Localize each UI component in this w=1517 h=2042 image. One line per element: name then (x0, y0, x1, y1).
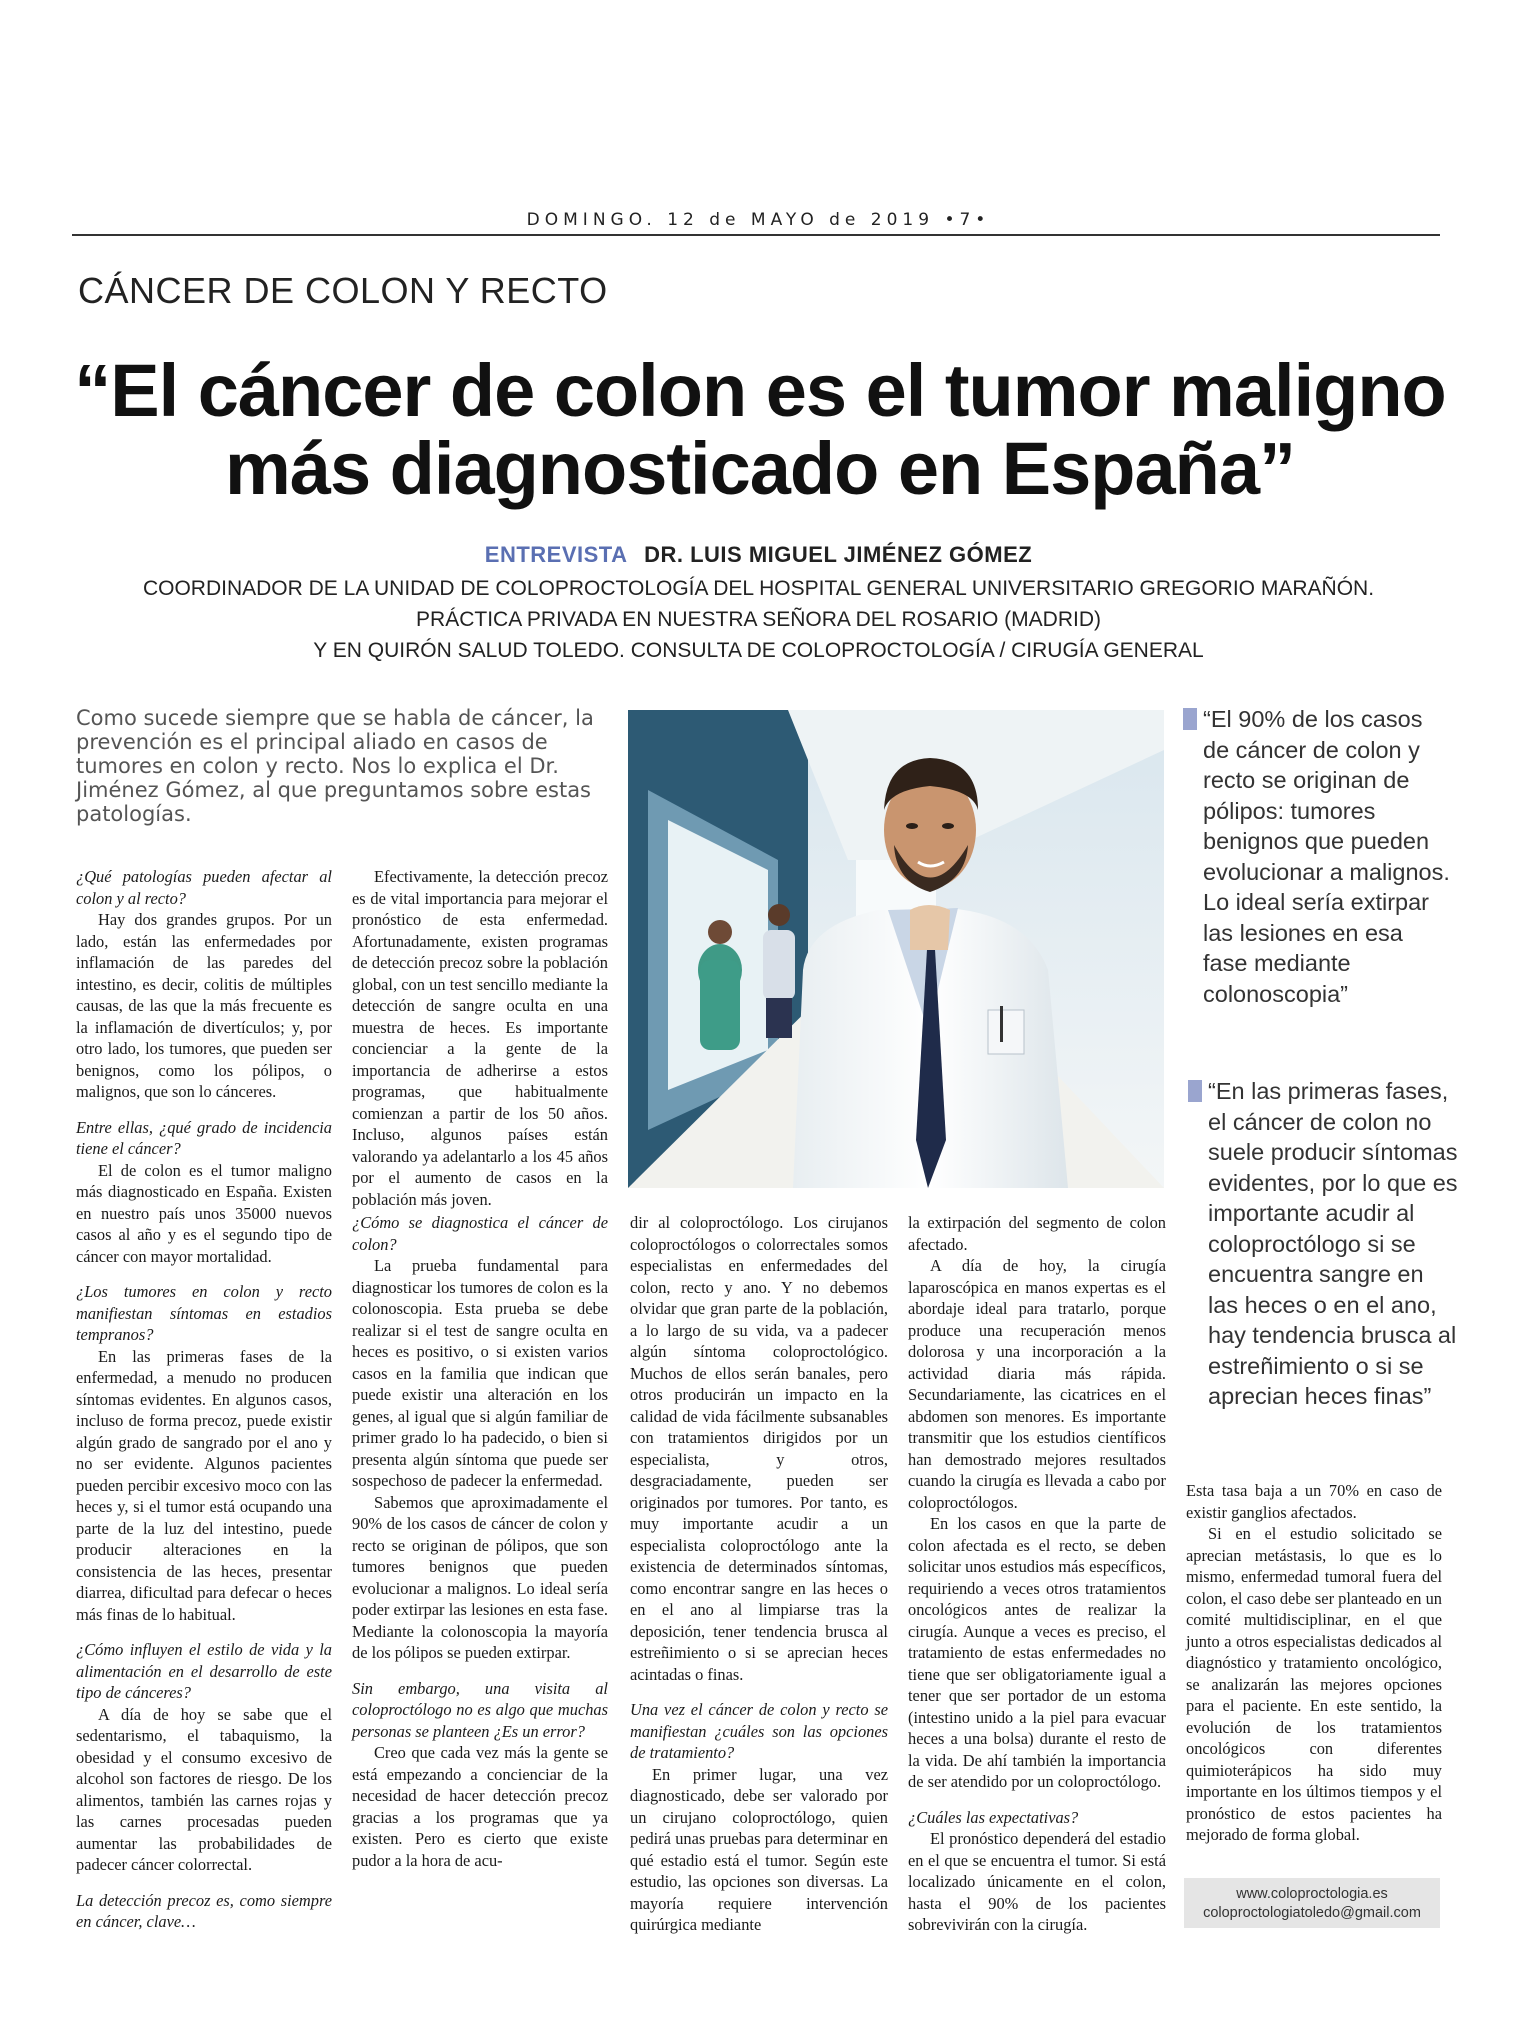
byline-kicker: ENTREVISTA (484, 542, 628, 567)
byline-credentials (0, 573, 1517, 666)
header-rule (72, 234, 1440, 236)
question: ¿Cómo se diagnostica el cáncer de colon? (352, 1213, 608, 1254)
intro-paragraph: Como sucede siempre que se habla de cáncer, la prevención es el principal aliado en casos de tumores en colon y recto. Nos lo explica el Dr. Jiménez Gómez, al que preguntamos sobre estas patologías. (76, 706, 594, 826)
article-column-1 (76, 866, 332, 1933)
question: ¿Qué patologías pueden afectar al colon y al recto? (76, 867, 332, 908)
question: ¿Cuáles las expectativas? (908, 1807, 1079, 1827)
quote-bar-icon (1188, 1080, 1202, 1102)
question: La detección precoz es, como siempre en cáncer, clave… (76, 1890, 332, 1931)
article-column-2-top (352, 866, 608, 1210)
answer: Hay dos grandes grupos. Por un lado, están las enfermedades por inflamación de las paredes del intestino, es decir, colitis de múltiples causas, de las que la más frecuente es la inflamación de divertículos; y, por otro lado, los tumores, que pueden ser benignos, como los pólipos, o malignos, que son lo cánceres. (76, 910, 332, 1101)
question: ¿Los tumores en colon y recto manifiestan síntomas en estadios tempranos? (76, 1282, 332, 1344)
doctor-portrait-photo (628, 710, 1164, 1188)
headline-line-1: “El cáncer de colon es el tumor maligno (74, 349, 1446, 432)
email-link[interactable]: coloproctologiatoledo@gmail.com (1203, 1905, 1421, 1921)
pull-quote-text: “El 90% de los casos de cáncer de colon y recto se originan de pólipos: tumores benignos que pueden evolucionar a malignos. Lo ideal sería extirpar las lesiones en esa fase mediante colonoscopia” (1203, 706, 1450, 1007)
credential-line: Y EN QUIRÓN SALUD TOLEDO. CONSULTA DE COLOPROCTOLOGÍA / CIRUGÍA GENERAL (313, 639, 1204, 662)
answer: Efectivamente, la detección precoz es de vital importancia para mejorar el pronóstico de esta enfermedad. Afortunadamente, existen programas de detección precoz sobre la población global, con un test sencillo mediante la detección de sangre oculta en una muestra de heces. Es importante concienciar a la gente de la importancia de adherirse a estos programas, que habitualmente comienzan a partir de los 50 años. Incluso, algunos países están valorando ya adelantarlo a los 45 años por el aumento de casos en la población más joven. (352, 867, 608, 1209)
question: ¿Cómo influyen el estilo de vida y la alimentación en el desarrollo de este tipo de cánceres? (76, 1640, 332, 1702)
credential-line: PRÁCTICA PRIVADA EN NUESTRA SEÑORA DEL ROSARIO (MADRID) (416, 608, 1101, 631)
answer: A día de hoy, la cirugía laparoscópica en manos expertas es el abordaje ideal para tratarlo, porque produce una recuperación menos dolorosa y una incorporación a la actividad diaria más rápida. Secundariamente, las cicatrices en el abdomen son menores. Es importante transmitir que los estudios científicos han demostrado mejores resultados cuando la cirugía es llevada a cabo por coloproctólogos. (908, 1256, 1166, 1512)
answer: El de colon es el tumor maligno más diagnosticado en España. Existen en nuestro país unos 35000 nuevos casos al año y es el segundo tipo de cáncer con mayor mortalidad. (76, 1160, 332, 1266)
answer: En las primeras fases de la enfermedad, a menudo no producen síntomas evidentes. En algunos casos, incluso de forma precoz, puede existir algún grado de sangrado por el ano y no ser evidente. Algunos pacientes pueden percibir excesivo moco con las heces y, si el tumor está ocupando una parte de la luz del intestino, puede producir alteraciones en la consistencia de las heces, presentar diarrea, dificultad para defecar o heces más finas de lo habitual. (76, 1346, 332, 1624)
question: Entre ellas, ¿qué grado de incidencia tiene el cáncer? (76, 1117, 332, 1158)
answer: En primer lugar, una vez diagnosticado, debe ser valorado por un cirujano coloproctólogo, quien pedirá unas pruebas para determinar en qué estadio está el tumor. Según este estudio, las opciones son diversas. La mayoría requiere intervención quirúrgica mediante (630, 1764, 888, 1934)
continuation: dir al coloproctólogo. Los cirujanos coloproctólogos o colorrectales somos especialistas en enfermedades del colon, recto y ano. Y no debemos olvidar que gran parte de la población, a lo largo de su vida, va a padecer algún síntoma coloproctológico. Muchos de ellos serán banales, pero otros producirán un impacto en la calidad de vida fácilmente subsanables con tratamientos dirigidos por un especialista, y otros, desgraciadamente, pueden ser originados por tumores. Por tanto, es muy importante acudir a un especialista coloproctólogo ante la existencia de determinados síntomas, como encontrar sangre en las heces o en el ano al limpiarse tras la deposición, tener tendencia brusca al estreñimiento o si se aprecian heces acintadas o finas. (630, 1213, 888, 1684)
pull-quote-1 (1183, 704, 1453, 1009)
continuation: Esta tasa baja a un 70% en caso de existir ganglios afectados. (1186, 1481, 1442, 1522)
question: Sin embargo, una visita al coloproctólogo no es algo que muchas personas se planteen ¿Es un error? (352, 1678, 608, 1741)
answer: Sabemos que aproximadamente el 90% de los casos de cáncer de colon y recto se originan de pólipos, que son tumores benignos que pueden evolucionar a malignos. Lo ideal sería poder extirpar las lesiones en esta fase. Mediante la colonoscopia la mayoría de los pólipos se pueden extirpar. (352, 1492, 608, 1662)
answer: Si en el estudio solicitado se aprecian metástasis, lo que es lo mismo, enfermedad tumoral fuera del colon, el caso debe ser planteado en un comité multidisciplinar, en el que junto a otros especialistas dedicados al diagnóstico y tratamiento oncológico, se analizarán las mejores opciones para el paciente. En este sentido, la evolución de los tratamientos oncológicos con diferentes quimioterápicos ha sido muy importante en los últimos tiempos y el pronóstico de estos pacientes ha mejorado de forma global. (1186, 1524, 1442, 1844)
answer: El pronóstico dependerá del estadio en el que se encuentra el tumor. Si está localizado únicamente en el colon, hasta el 90% de los pacientes sobrevivirán con la cirugía. (908, 1829, 1166, 1934)
answer: Creo que cada vez más la gente se está empezando a concienciar de la necesidad de hacer detección precoz gracias a los programas que ya existen. Pero es cierto que existe pudor a la hora de acu- (352, 1743, 608, 1870)
headline (60, 349, 1460, 510)
article-column-3 (630, 1212, 888, 1936)
question: Una vez el cáncer de colon y recto se manifiestan ¿cuáles son las opciones de tratamiento? (630, 1700, 888, 1762)
article-column-2 (352, 1212, 608, 1871)
article-column-4 (908, 1212, 1166, 1936)
answer: A día de hoy se sabe que el sedentarismo, el tabaquismo, la obesidad y el consumo excesivo de alcohol son factores de riesgo. De los alimentos, también las carnes rojas y las carnes procesadas pueden aumentar las probabilidades de padecer cáncer colorrectal. (76, 1704, 332, 1874)
photo-illustration (628, 710, 1164, 1188)
headline-line-2: más diagnosticado en España” (225, 427, 1295, 510)
dateline: DOMINGO. 12 de MAYO de 2019 •7• (526, 210, 991, 230)
quote-bar-icon (1183, 708, 1197, 730)
contact-box (1184, 1878, 1440, 1928)
byline (0, 542, 1517, 568)
credential-line: COORDINADOR DE LA UNIDAD DE COLOPROCTOLOGÍA DEL HOSPITAL GENERAL UNIVERSITARIO GREGORIO MARAÑÓN. (142, 577, 1375, 600)
continuation: la extirpación del segmento de colon afectado. (908, 1213, 1166, 1254)
section-title: CÁNCER DE COLON Y RECTO (78, 270, 608, 311)
pull-quote-text: “En las primeras fases, el cáncer de colon no suele producir síntomas evidentes, por lo que es importante acudir al coloproctólogo si se encuentra sangre en las heces o en el ano, hay tendencia brusca al estreñimiento o si se aprecian heces finas” (1208, 1078, 1458, 1409)
answer: En los casos en que la parte de colon afectada es el recto, se deben solicitar unos estudios más específicos, requiriendo a veces otros tratamientos oncológicos antes de realizar la cirugía. Aunque a veces es preciso, el tratamiento de estas enfermedades no tiene que ser obligatoriamente igual a tener que ser portador de un estoma (intestino unido a la piel para evacuar heces a una bolsa) durante el resto de la vida. De ahí también la importancia de ser atendido por un coloproctólogo. (908, 1514, 1166, 1791)
website-link[interactable]: www.coloproctologia.es (1236, 1886, 1388, 1902)
byline-name: DR. LUIS MIGUEL JIMÉNEZ GÓMEZ (644, 542, 1033, 567)
pull-quote-2 (1188, 1076, 1458, 1412)
answer: La prueba fundamental para diagnosticar los tumores de colon es la colonoscopia. Esta prueba se debe realizar si el test de sangre oculta en heces es positivo, o si existen varios casos en la familia que indican que puede existir una alteración en los genes, al igual que si algún familiar de primer grado lo ha padecido, o bien si presenta algún síntoma que puede ser sospechoso de padecer la enfermedad. (352, 1256, 608, 1490)
article-column-5 (1186, 1480, 1442, 1846)
